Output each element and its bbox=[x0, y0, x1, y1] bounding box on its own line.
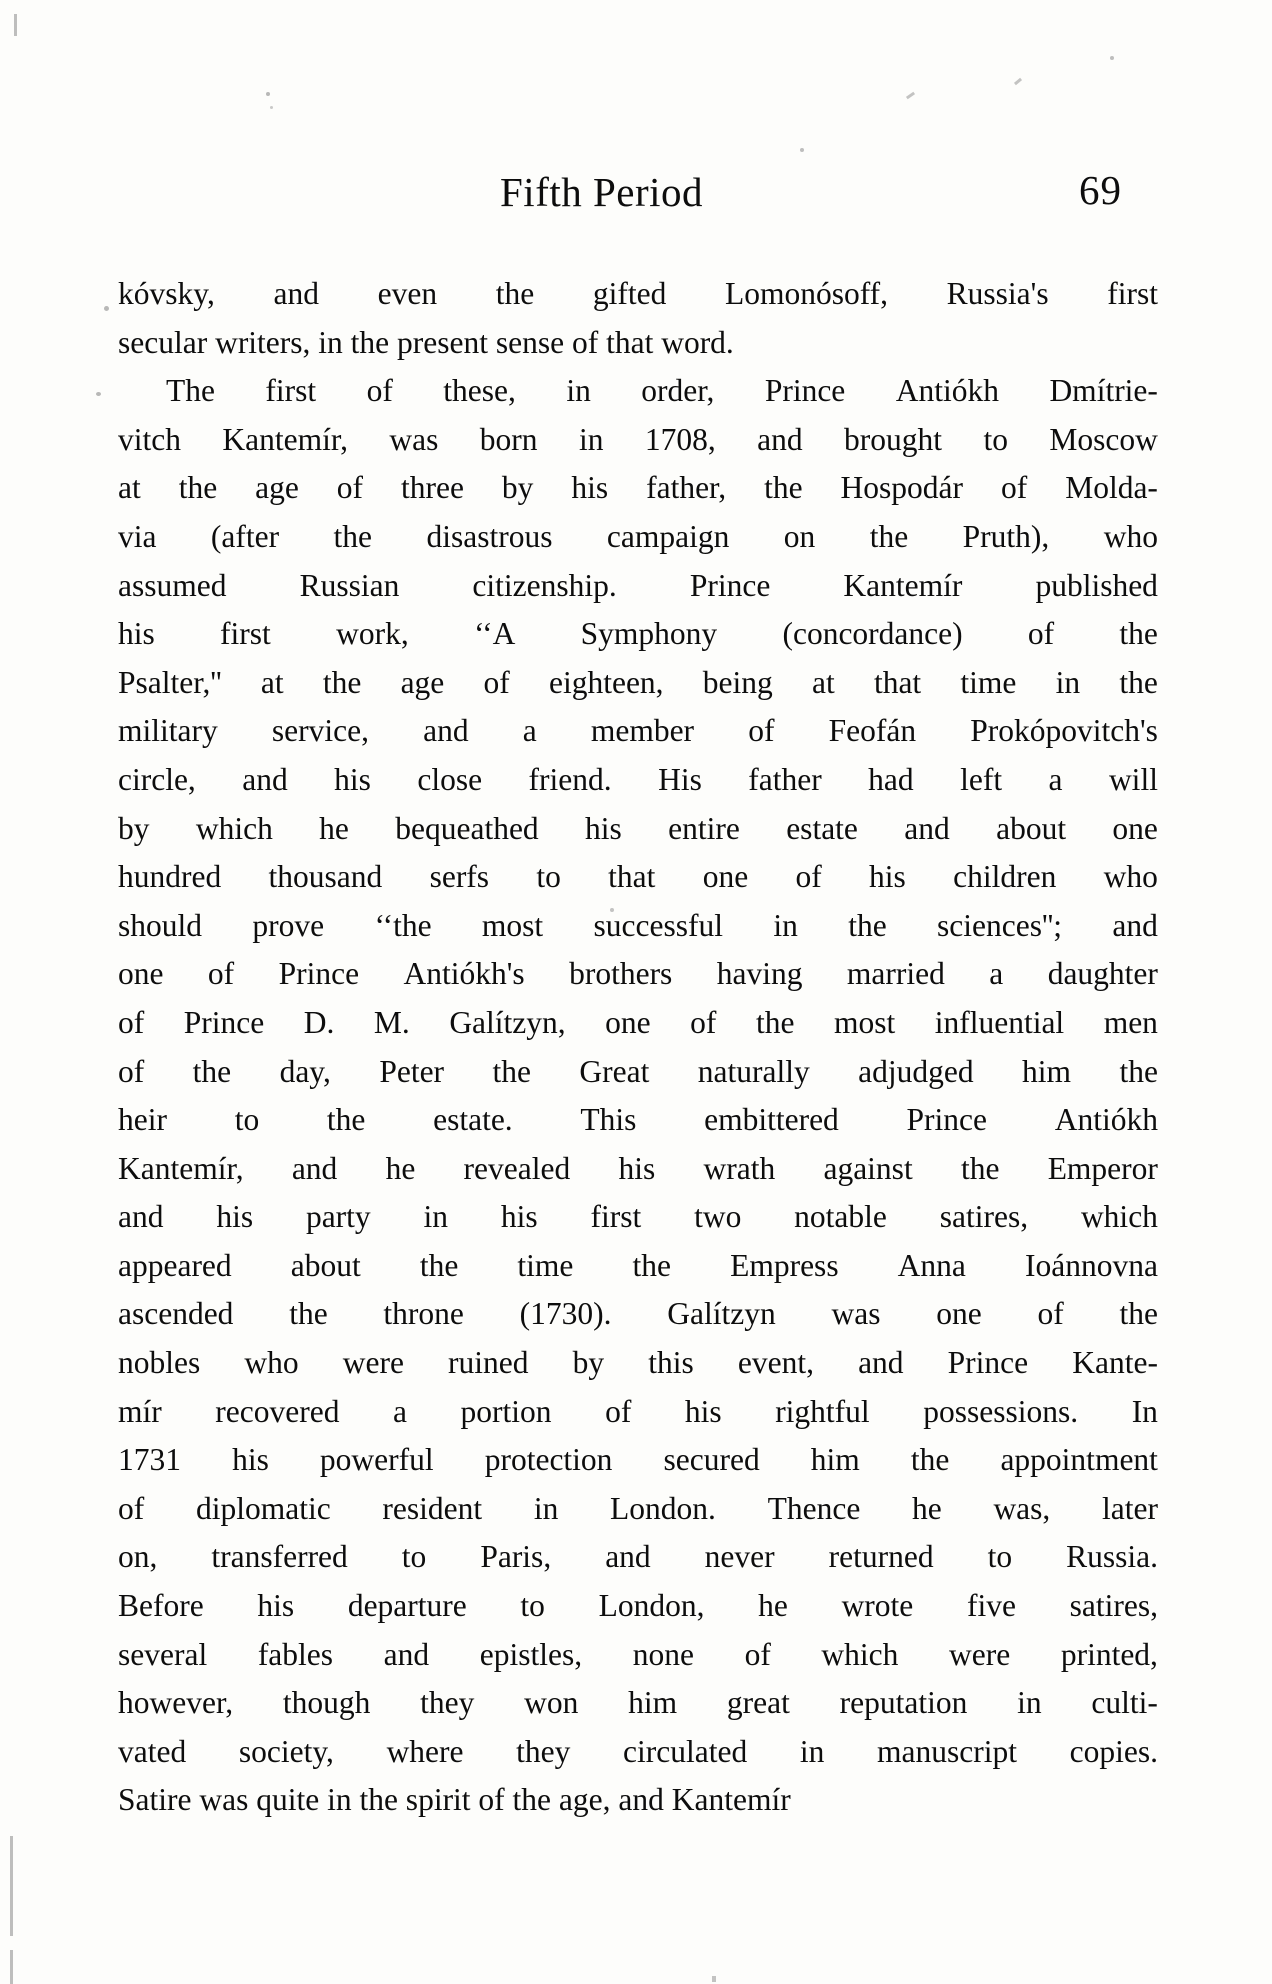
text-line: vitch Kantemír, was born in 1708, and brought to Moscow bbox=[118, 421, 1158, 457]
scan-speck bbox=[96, 392, 101, 396]
text-line: of the day, Peter the Great naturally adjudged him the bbox=[118, 1053, 1158, 1089]
scan-speck bbox=[906, 92, 915, 100]
scan-speck bbox=[800, 148, 804, 152]
scan-speck bbox=[712, 1976, 716, 1982]
text-line: heir to the estate. This embittered Prince Antiókh bbox=[118, 1102, 1158, 1138]
text-line: however, though they won him great reputation in culti- bbox=[118, 1685, 1158, 1721]
text-line: Before his departure to London, he wrote five satires, bbox=[118, 1588, 1158, 1624]
text-line: Satire was quite in the spirit of the age, and Kantemír bbox=[118, 1782, 791, 1818]
text-line: The first of these, in order, Prince Antiókh Dmítrie- bbox=[166, 373, 1158, 409]
text-line: several fables and epistles, none of which were printed, bbox=[118, 1636, 1158, 1672]
text-line: of diplomatic resident in London. Thence he was, later bbox=[118, 1490, 1158, 1526]
text-line: secular writers, in the present sense of that word. bbox=[118, 324, 734, 360]
running-title: Fifth Period bbox=[500, 169, 704, 215]
text-line: kóvsky, and even the gifted Lomonósoff, Russia's first bbox=[118, 276, 1158, 311]
text-line: Kantemír, and he revealed his wrath against the Emperor bbox=[118, 1150, 1158, 1186]
scan-edge-artifact bbox=[14, 14, 17, 36]
scan-speck bbox=[104, 306, 109, 311]
scan-speck bbox=[1014, 78, 1022, 85]
text-line: at the age of three by his father, the Hospodár of Molda- bbox=[118, 470, 1158, 506]
text-line: 1731 his powerful protection secured him the appointment bbox=[118, 1442, 1158, 1478]
text-line: appeared about the time the Empress Anna Ioánnovna bbox=[118, 1247, 1158, 1283]
scan-speck bbox=[266, 92, 270, 96]
text-line: hundred thousand serfs to that one of his children who bbox=[118, 859, 1158, 895]
text-line: vated society, where they circulated in manuscript copies. bbox=[118, 1733, 1158, 1769]
text-line: on, transferred to Paris, and never returned to Russia. bbox=[118, 1539, 1158, 1575]
text-line: via (after the disastrous campaign on the Pruth), who bbox=[118, 518, 1158, 554]
text-line: mír recovered a portion of his rightful possessions. In bbox=[118, 1393, 1158, 1429]
page-body-text bbox=[118, 270, 1158, 1825]
page-header bbox=[120, 168, 1160, 224]
text-line: nobles who were ruined by this event, and Prince Kante- bbox=[118, 1345, 1158, 1381]
scan-speck bbox=[270, 106, 273, 109]
text-line: his first work, ‘‘A Symphony (concordance) of the bbox=[118, 616, 1158, 652]
text-line: by which he bequeathed his entire estate and about one bbox=[118, 810, 1158, 846]
text-line: assumed Russian citizenship. Prince Kantemír published bbox=[118, 567, 1158, 603]
text-line: and his party in his first two notable satires, which bbox=[118, 1199, 1158, 1235]
text-line: military service, and a member of Feofán Prokópovitch's bbox=[118, 713, 1158, 749]
scan-speck bbox=[1110, 56, 1114, 60]
page-number: 69 bbox=[1079, 167, 1122, 213]
scan-edge-artifact bbox=[10, 1950, 13, 1984]
text-line: of Prince D. M. Galítzyn, one of the most influential men bbox=[118, 1004, 1158, 1040]
text-line: circle, and his close friend. His father had left a will bbox=[118, 761, 1158, 797]
text-line: Psalter,'' at the age of eighteen, being at that time in the bbox=[118, 664, 1158, 700]
text-line: should prove ‘‘the most successful in the sciences''; and bbox=[118, 907, 1158, 943]
text-line: ascended the throne (1730). Galítzyn was one of the bbox=[118, 1296, 1158, 1332]
text-line: one of Prince Antiókh's brothers having married a daughter bbox=[118, 956, 1158, 992]
scan-edge-artifact bbox=[10, 1836, 13, 1936]
